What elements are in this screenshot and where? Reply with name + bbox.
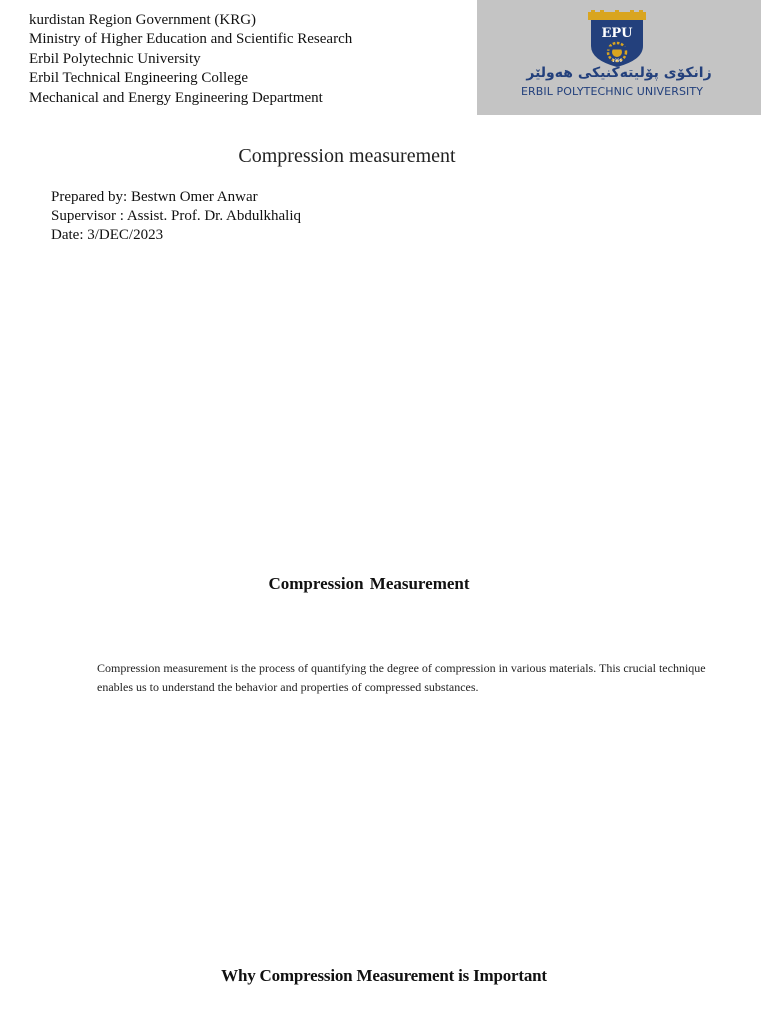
page-title: Compression measurement <box>238 145 456 167</box>
header-line-ministry: Ministry of Higher Education and Scientific Research <box>29 31 353 48</box>
section-heading-why-important: Why Compression Measurement is Important <box>221 966 547 985</box>
header-line-department: Mechanical and Energy Engineering Department <box>29 89 323 106</box>
prepared-by: Prepared by: Bestwn Omer Anwar <box>51 189 258 205</box>
date: Date: 3/DEC/2023 <box>51 227 164 243</box>
logo-english-name: ERBIL POLYTECHNIC UNIVERSITY <box>520 85 704 98</box>
header-line-college: Erbil Technical Engineering College <box>29 70 249 87</box>
header-line-government: kurdistan Region Government (KRG) <box>29 12 257 28</box>
epu-shield-icon <box>587 10 647 68</box>
section-paragraph: Compression measurement is the process of quantifying the degree of compression in various materials. This crucial technique enables us to understand the behavior and properties of compressed substances. <box>97 661 706 694</box>
supervisor: Supervisor : Assist. Prof. Dr. Abdulkhaliq <box>51 208 302 224</box>
logo-kurdish-name: زانكۆی پۆلیتەكنیكی هەولێر <box>526 65 712 81</box>
institution-header <box>29 11 352 108</box>
logo-emblem-text: EPU <box>601 26 633 41</box>
document-meta <box>51 188 301 245</box>
header-line-university: Erbil Polytechnic University <box>29 50 201 67</box>
university-logo <box>477 0 761 115</box>
logo-year: 1996 <box>611 58 623 63</box>
section-heading-compression-measurement: Compression Measurement <box>268 574 470 593</box>
